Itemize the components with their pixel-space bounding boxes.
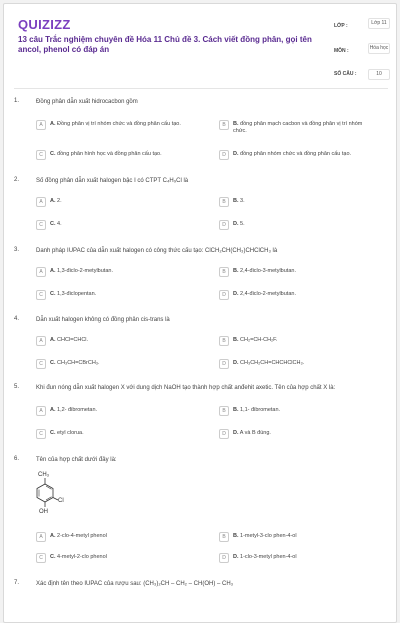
question-number: 6.: [14, 456, 20, 462]
question-number: 5.: [14, 384, 20, 390]
option-key: B.: [233, 268, 239, 274]
option-letter: B: [219, 406, 229, 416]
option-text: etyl clorua.: [57, 430, 84, 436]
benzene-ring: [37, 484, 53, 502]
question-number: 4.: [14, 316, 20, 322]
chlorocresol-structure: [36, 470, 76, 514]
document-header: [14, 14, 390, 84]
option-key: C.: [50, 430, 56, 436]
option-text: A và B đúng.: [239, 430, 271, 436]
option-key: D.: [233, 291, 239, 297]
option-key: C.: [50, 151, 56, 157]
option-letter: B: [219, 336, 229, 346]
option-letter: A: [36, 406, 46, 416]
option-text: 1-clo-3-metyl phen-4-ol: [240, 554, 297, 560]
option-letter: D: [219, 220, 229, 230]
option-letter: A: [36, 267, 46, 277]
question-number: 2.: [14, 177, 20, 183]
option-text: 3.: [240, 198, 245, 204]
option-key: C.: [50, 360, 56, 366]
option-letter: C: [36, 429, 46, 439]
option-letter: B: [219, 532, 229, 542]
option-letter: A: [36, 197, 46, 207]
option-key: D.: [233, 360, 239, 366]
option-letter: D: [219, 429, 229, 439]
option-text: Đồng phân vị trí nhóm chức và đồng phân cấu tạo.: [57, 121, 181, 127]
option-text: 2,4-điclo-3-metylbutan.: [240, 268, 296, 274]
option-text: 2.: [57, 198, 62, 204]
option-text: 2,4-điclo-2-metylbutan.: [240, 291, 296, 297]
option-key: A.: [50, 407, 56, 413]
option-letter: A: [36, 336, 46, 346]
quizizz-logo: QUIZIZZ: [18, 17, 71, 32]
header-divider: [14, 88, 388, 89]
option-key: C.: [50, 291, 56, 297]
option-key: A.: [50, 533, 56, 539]
option-text: 2-clo-4-metyl phenol: [57, 533, 107, 539]
option-text: 1,3-điclo-2-metylbutan.: [57, 268, 113, 274]
option-letter: A: [36, 532, 46, 542]
option-letter: C: [36, 150, 46, 160]
option-letter: C: [36, 553, 46, 563]
option-key: C.: [50, 554, 56, 560]
option-letter: B: [219, 120, 229, 130]
molecule-cl-label: Cl: [58, 498, 64, 504]
option-text: CH₂=CH-CH₂F.: [240, 337, 278, 343]
option-key: A.: [50, 121, 56, 127]
meta-value-class: Lớp 11: [368, 18, 390, 29]
document-page: [3, 3, 397, 623]
option-key: C.: [50, 221, 56, 227]
molecule-ch3-label: CH₃: [38, 472, 50, 478]
option-key: D.: [233, 151, 239, 157]
option-letter: D: [219, 553, 229, 563]
question-text: Khi đun nóng dẫn xuất halogen X với dung dịch NaOH tạo thành hợp chất anđehit axetic. Tên của hợp chất X là:: [36, 385, 336, 391]
document-title: 13 câu Trắc nghiệm chuyên đề Hóa 11 Chủ đề 3. Cách viết đồng phân, gọi tên ancol, phenol có đáp án: [18, 35, 312, 54]
option-key: A.: [50, 268, 56, 274]
question-number: 1.: [14, 98, 20, 104]
meta-value-count: 10: [368, 69, 390, 80]
question-number: 7.: [14, 580, 20, 586]
option-letter: D: [219, 290, 229, 300]
meta-label-count: SỐ CÂU :: [334, 71, 357, 77]
option-letter: D: [219, 150, 229, 160]
question-text: Xác định tên theo IUPAC của rượu sau: (CH₃)₂CH – CH₂ – CH(OH) – CH₃: [36, 581, 234, 587]
option-key: B.: [233, 121, 239, 127]
question-text: Danh pháp IUPAC của dẫn xuất halogen có công thức cấu tạo: ClCH₂CH(CH₃)CHClCH₃ là: [36, 248, 278, 254]
option-letter: C: [36, 359, 46, 369]
meta-value-subject: Hóa học: [368, 43, 390, 54]
option-letter: C: [36, 290, 46, 300]
option-key: B.: [233, 533, 239, 539]
option-text: 1,2- đibrometan.: [57, 407, 98, 413]
meta-label-class: LỚP :: [334, 23, 348, 29]
option-text: 5.: [240, 221, 245, 227]
option-key: B.: [233, 198, 239, 204]
option-key: D.: [233, 221, 239, 227]
option-text: CHCl=CHCl.: [57, 337, 89, 343]
question-text: Số đồng phân dẫn xuất halogen bậc I có CTPT C₄H₉Cl là: [36, 178, 189, 184]
option-text: đồng phân hình học và đồng phân cấu tạo.: [57, 151, 162, 157]
question-number: 3.: [14, 247, 20, 253]
meta-label-subject: MÔN :: [334, 48, 349, 54]
option-text: 4.: [57, 221, 62, 227]
option-text: đồng phân mạch cacbon và đồng phân vị trí nhóm chức.: [233, 121, 363, 134]
question-text: Dẫn xuất halogen không có đồng phân cis-trans là: [36, 317, 170, 323]
option-key: B.: [233, 337, 239, 343]
option-text: 1,3-điclopentan.: [57, 291, 97, 297]
option-letter: B: [219, 197, 229, 207]
molecule-oh-label: OH: [39, 509, 48, 514]
option-letter: B: [219, 267, 229, 277]
option-text: 1,1- đibrometan.: [240, 407, 281, 413]
option-letter: A: [36, 120, 46, 130]
option-key: B.: [233, 407, 239, 413]
option-text: CH₃CH₂CH=CHCHClCH₃.: [240, 360, 305, 366]
option-key: D.: [233, 430, 239, 436]
option-text: CH₃CH=CBrCH₃.: [57, 360, 100, 366]
question-text: Tên của hợp chất dưới đây là:: [36, 457, 117, 463]
option-text: 4-metyl-2-clo phenol: [57, 554, 107, 560]
option-text: đồng phân nhóm chức và đồng phân cấu tạo.: [240, 151, 352, 157]
option-text: 1-metyl-3-clo phen-4-ol: [240, 533, 297, 539]
option-letter: D: [219, 359, 229, 369]
option-key: A.: [50, 337, 56, 343]
option-key: D.: [233, 554, 239, 560]
option-letter: C: [36, 220, 46, 230]
question-text: Đồng phân dẫn xuất hidrocacbon gồm: [36, 99, 138, 105]
option-key: A.: [50, 198, 56, 204]
